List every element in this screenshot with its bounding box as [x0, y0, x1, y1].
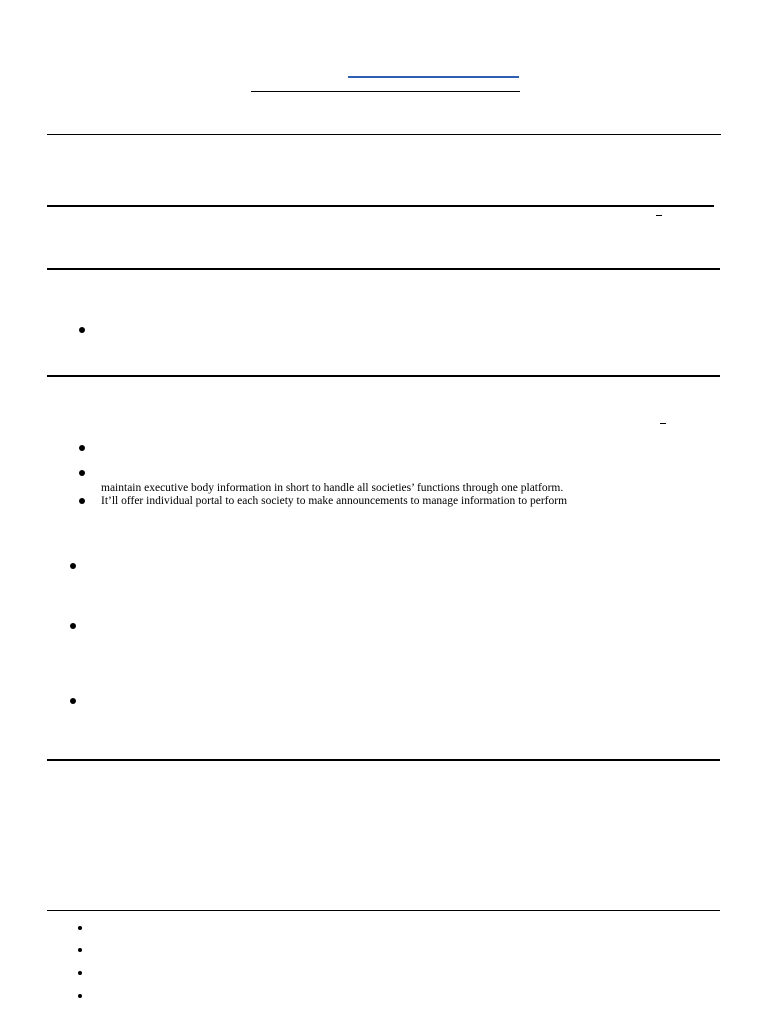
section-divider	[47, 205, 714, 207]
list-bullet	[79, 327, 85, 333]
list-bullet	[70, 563, 76, 569]
list-bullet	[70, 623, 76, 629]
list-bullet	[79, 498, 85, 504]
list-bullet	[79, 470, 85, 476]
project-description-line: It’ll offer individual portal to each society to make announcements to manage information to perform	[101, 495, 568, 507]
section-divider	[47, 134, 721, 135]
list-bullet	[78, 948, 82, 952]
section-divider	[47, 759, 720, 761]
header-underline	[251, 91, 520, 92]
list-bullet	[70, 698, 76, 704]
date-dash	[656, 215, 662, 216]
list-bullet	[78, 971, 82, 975]
section-divider	[47, 910, 720, 911]
project-description-line: maintain executive body information in short to handle all societies’ functions through one platform.	[101, 482, 564, 494]
date-dash	[660, 423, 666, 424]
list-bullet	[78, 926, 82, 930]
list-bullet	[78, 994, 82, 998]
section-divider	[47, 375, 720, 377]
email-link[interactable]	[348, 76, 519, 78]
list-bullet	[79, 445, 85, 451]
section-divider	[47, 268, 720, 270]
